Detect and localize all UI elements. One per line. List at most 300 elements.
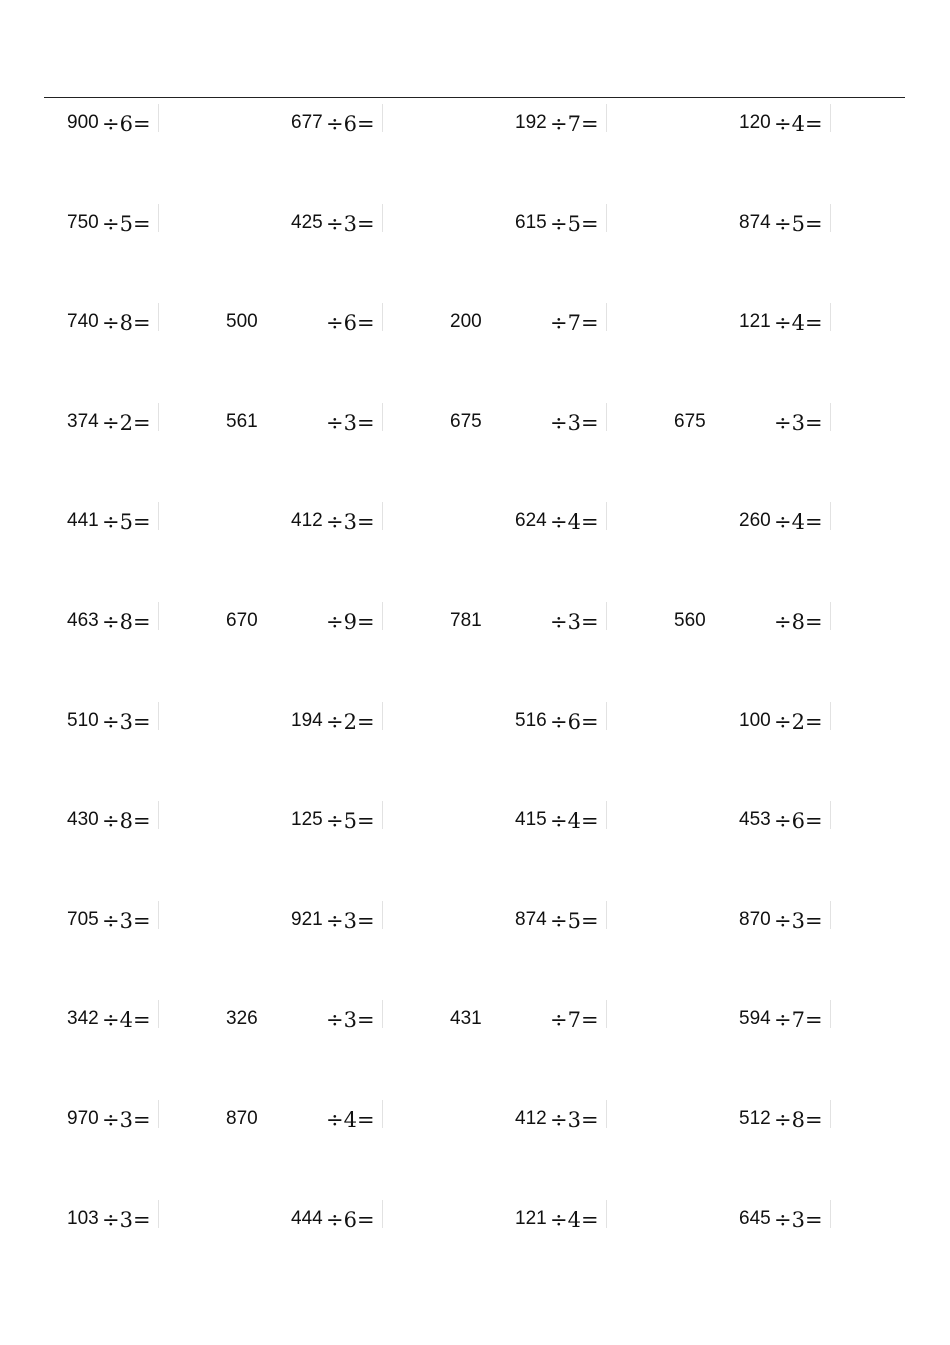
answer-box[interactable] [153, 901, 159, 929]
answer-box[interactable] [601, 303, 607, 331]
divide-sign: ÷ [774, 610, 792, 634]
problem-row [0, 807, 950, 837]
operator-group [774, 510, 823, 534]
divide-sign: ÷ [774, 212, 792, 236]
operator-group [102, 411, 151, 435]
divisor: 4 [343, 1108, 357, 1132]
answer-box[interactable] [377, 303, 383, 331]
dividend: 444 [291, 1208, 323, 1229]
divide-sign: ÷ [550, 909, 568, 933]
divisor: 6 [343, 311, 357, 335]
divisor: 8 [791, 1108, 805, 1132]
division-problem [450, 309, 739, 339]
equals-sign: = [132, 1108, 151, 1132]
equals-sign: = [804, 710, 823, 734]
division-problem [291, 708, 515, 738]
answer-box[interactable] [377, 702, 383, 730]
dividend: 675 [450, 411, 482, 432]
dividend: 615 [515, 212, 547, 233]
divisor: 2 [119, 411, 133, 435]
division-problem [67, 907, 291, 937]
equals-sign: = [132, 710, 151, 734]
equals-sign: = [804, 112, 823, 136]
operator-group [326, 610, 375, 634]
operator-group [102, 909, 151, 933]
dividend: 874 [739, 212, 771, 233]
answer-box[interactable] [153, 403, 159, 431]
problem-row [0, 1106, 950, 1136]
operator-group [102, 311, 151, 335]
division-problem [67, 1206, 291, 1236]
problem-row [0, 1206, 950, 1236]
division-problem [739, 508, 950, 538]
operator-group [550, 909, 599, 933]
divide-sign: ÷ [326, 1208, 344, 1232]
operator-group [326, 809, 375, 833]
answer-box[interactable] [153, 204, 159, 232]
divide-sign: ÷ [326, 1008, 344, 1032]
divide-sign: ÷ [550, 311, 568, 335]
equals-sign: = [804, 1008, 823, 1032]
divisor: 5 [119, 212, 133, 236]
equals-sign: = [580, 311, 599, 335]
operator-group [102, 510, 151, 534]
divisor: 3 [119, 710, 133, 734]
answer-box[interactable] [153, 801, 159, 829]
problem-row [0, 1006, 950, 1036]
divisor: 4 [567, 1208, 581, 1232]
problem-row [0, 907, 950, 937]
division-problem [739, 708, 950, 738]
divisor: 7 [567, 1008, 581, 1032]
answer-box[interactable] [601, 1000, 607, 1028]
operator-group [774, 311, 823, 335]
operator-group [550, 1108, 599, 1132]
dividend: 260 [739, 510, 771, 531]
divide-sign: ÷ [774, 909, 792, 933]
equals-sign: = [580, 1008, 599, 1032]
divide-sign: ÷ [774, 809, 792, 833]
division-problem [450, 1006, 739, 1036]
operator-group [774, 610, 823, 634]
divide-sign: ÷ [326, 311, 344, 335]
answer-box[interactable] [601, 702, 607, 730]
dividend: 970 [67, 1108, 99, 1129]
divisor: 5 [119, 510, 133, 534]
operator-group [326, 212, 375, 236]
answer-box[interactable] [825, 1000, 831, 1028]
answer-box[interactable] [153, 702, 159, 730]
dividend: 500 [226, 311, 258, 332]
divisor: 3 [343, 909, 357, 933]
dividend: 192 [515, 112, 547, 133]
equals-sign: = [804, 610, 823, 634]
divide-sign: ÷ [102, 311, 120, 335]
division-problem [515, 907, 739, 937]
dividend: 561 [226, 411, 258, 432]
answer-box[interactable] [601, 403, 607, 431]
divide-sign: ÷ [326, 610, 344, 634]
answer-box[interactable] [377, 1000, 383, 1028]
dividend: 100 [739, 710, 771, 731]
answer-box[interactable] [153, 502, 159, 530]
division-problem [739, 907, 950, 937]
equals-sign: = [356, 610, 375, 634]
division-problem [674, 409, 950, 439]
operator-group [102, 212, 151, 236]
divisor: 5 [343, 809, 357, 833]
answer-box[interactable] [601, 502, 607, 530]
answer-box[interactable] [601, 801, 607, 829]
equals-sign: = [580, 809, 599, 833]
divide-sign: ÷ [326, 411, 344, 435]
answer-box[interactable] [377, 801, 383, 829]
answer-box[interactable] [825, 1100, 831, 1128]
equals-sign: = [804, 311, 823, 335]
division-problem [67, 508, 291, 538]
dividend: 645 [739, 1208, 771, 1229]
equals-sign: = [356, 112, 375, 136]
divisor: 3 [119, 909, 133, 933]
divisor: 9 [343, 610, 357, 634]
equals-sign: = [580, 1208, 599, 1232]
divide-sign: ÷ [550, 1008, 568, 1032]
dividend: 624 [515, 510, 547, 531]
divisor: 4 [567, 510, 581, 534]
divide-sign: ÷ [102, 610, 120, 634]
answer-box[interactable] [377, 104, 383, 132]
dividend: 200 [450, 311, 482, 332]
answer-box[interactable] [601, 1200, 607, 1228]
divide-sign: ÷ [102, 1208, 120, 1232]
operator-group [774, 710, 823, 734]
divide-sign: ÷ [326, 212, 344, 236]
operator-group [550, 212, 599, 236]
divisor: 3 [567, 411, 581, 435]
dividend: 670 [226, 610, 258, 631]
divisor: 7 [791, 1008, 805, 1032]
dividend: 512 [739, 1108, 771, 1129]
answer-box[interactable] [825, 702, 831, 730]
dividend: 870 [226, 1108, 258, 1129]
equals-sign: = [804, 1208, 823, 1232]
division-problem [739, 1106, 950, 1136]
divide-sign: ÷ [550, 1108, 568, 1132]
answer-box[interactable] [825, 104, 831, 132]
divide-sign: ÷ [102, 809, 120, 833]
divisor: 5 [791, 212, 805, 236]
answer-box[interactable] [377, 1100, 383, 1128]
divisor: 2 [343, 710, 357, 734]
problem-row [0, 608, 950, 638]
dividend: 415 [515, 809, 547, 830]
divisor: 8 [119, 610, 133, 634]
equals-sign: = [580, 610, 599, 634]
divide-sign: ÷ [550, 510, 568, 534]
divide-sign: ÷ [102, 212, 120, 236]
dividend: 121 [515, 1208, 547, 1229]
operator-group [102, 809, 151, 833]
operator-group [550, 1208, 599, 1232]
equals-sign: = [356, 710, 375, 734]
answer-box[interactable] [825, 502, 831, 530]
division-problem [739, 309, 950, 339]
answer-box[interactable] [825, 303, 831, 331]
dividend: 510 [67, 710, 99, 731]
operator-group [550, 510, 599, 534]
equals-sign: = [804, 809, 823, 833]
division-problem [291, 110, 515, 140]
answer-box[interactable] [825, 801, 831, 829]
equals-sign: = [132, 1208, 151, 1232]
dividend: 900 [67, 112, 99, 133]
divide-sign: ÷ [326, 909, 344, 933]
answer-box[interactable] [377, 502, 383, 530]
equals-sign: = [580, 411, 599, 435]
operator-group [550, 1008, 599, 1032]
answer-box[interactable] [377, 1200, 383, 1228]
divisor: 3 [791, 411, 805, 435]
equals-sign: = [580, 710, 599, 734]
problem-row [0, 210, 950, 240]
divisor: 8 [119, 311, 133, 335]
operator-group [102, 1108, 151, 1132]
divide-sign: ÷ [102, 411, 120, 435]
answer-box[interactable] [825, 602, 831, 630]
dividend: 560 [674, 610, 706, 631]
equals-sign: = [356, 909, 375, 933]
division-problem [67, 807, 291, 837]
division-problem [291, 807, 515, 837]
problem-row [0, 110, 950, 140]
divide-sign: ÷ [102, 510, 120, 534]
division-problem [67, 110, 291, 140]
equals-sign: = [580, 212, 599, 236]
divide-sign: ÷ [326, 112, 344, 136]
divide-sign: ÷ [550, 809, 568, 833]
dividend: 412 [515, 1108, 547, 1129]
dividend: 120 [739, 112, 771, 133]
division-problem [739, 210, 950, 240]
dividend: 121 [739, 311, 771, 332]
answer-box[interactable] [153, 303, 159, 331]
dividend: 705 [67, 909, 99, 930]
divide-sign: ÷ [550, 1208, 568, 1232]
problem-row [0, 708, 950, 738]
dividend: 125 [291, 809, 323, 830]
dividend: 194 [291, 710, 323, 731]
equals-sign: = [132, 510, 151, 534]
division-problem [674, 608, 950, 638]
divisor: 3 [343, 510, 357, 534]
divisor: 5 [567, 212, 581, 236]
answer-box[interactable] [825, 204, 831, 232]
equals-sign: = [132, 411, 151, 435]
divisor: 3 [567, 1108, 581, 1132]
dividend: 441 [67, 510, 99, 531]
division-problem [515, 110, 739, 140]
division-problem [291, 1206, 515, 1236]
divide-sign: ÷ [550, 112, 568, 136]
operator-group [102, 1008, 151, 1032]
equals-sign: = [356, 1008, 375, 1032]
operator-group [326, 311, 375, 335]
divide-sign: ÷ [774, 112, 792, 136]
divisor: 3 [119, 1108, 133, 1132]
problem-row [0, 309, 950, 339]
division-problem [515, 210, 739, 240]
equals-sign: = [132, 809, 151, 833]
divisor: 4 [791, 112, 805, 136]
divide-sign: ÷ [774, 710, 792, 734]
divide-sign: ÷ [550, 710, 568, 734]
dividend: 516 [515, 710, 547, 731]
dividend: 374 [67, 411, 99, 432]
divide-sign: ÷ [550, 212, 568, 236]
dividend: 453 [739, 809, 771, 830]
division-problem [515, 508, 739, 538]
dividend: 781 [450, 610, 482, 631]
operator-group [774, 1208, 823, 1232]
dividend: 326 [226, 1008, 258, 1029]
divide-sign: ÷ [774, 1108, 792, 1132]
dividend: 425 [291, 212, 323, 233]
divide-sign: ÷ [774, 510, 792, 534]
divide-sign: ÷ [326, 1108, 344, 1132]
operator-group [550, 809, 599, 833]
answer-box[interactable] [601, 602, 607, 630]
division-problem [739, 1206, 950, 1236]
division-problem [291, 210, 515, 240]
equals-sign: = [804, 411, 823, 435]
division-problem [739, 1006, 950, 1036]
operator-group [102, 710, 151, 734]
divisor: 3 [343, 1008, 357, 1032]
equals-sign: = [132, 610, 151, 634]
operator-group [326, 510, 375, 534]
dividend: 740 [67, 311, 99, 332]
equals-sign: = [804, 1108, 823, 1132]
divide-sign: ÷ [326, 809, 344, 833]
answer-box[interactable] [601, 1100, 607, 1128]
answer-box[interactable] [153, 602, 159, 630]
divisor: 3 [791, 909, 805, 933]
equals-sign: = [804, 510, 823, 534]
operator-group [102, 610, 151, 634]
answer-box[interactable] [825, 1200, 831, 1228]
divisor: 3 [119, 1208, 133, 1232]
divisor: 5 [567, 909, 581, 933]
answer-box[interactable] [153, 104, 159, 132]
operator-group [550, 311, 599, 335]
answer-box[interactable] [601, 204, 607, 232]
dividend: 463 [67, 610, 99, 631]
operator-group [774, 112, 823, 136]
division-problem [515, 807, 739, 837]
answer-box[interactable] [377, 602, 383, 630]
divide-sign: ÷ [102, 1108, 120, 1132]
operator-group [326, 411, 375, 435]
equals-sign: = [356, 1108, 375, 1132]
divisor: 3 [343, 212, 357, 236]
operator-group [102, 112, 151, 136]
operator-group [550, 610, 599, 634]
answer-box[interactable] [153, 1100, 159, 1128]
divisor: 4 [119, 1008, 133, 1032]
equals-sign: = [356, 311, 375, 335]
divide-sign: ÷ [774, 411, 792, 435]
divisor: 2 [791, 710, 805, 734]
problem-row [0, 508, 950, 538]
dividend: 594 [739, 1008, 771, 1029]
equals-sign: = [132, 212, 151, 236]
divide-sign: ÷ [326, 510, 344, 534]
operator-group [774, 909, 823, 933]
divisor: 7 [567, 112, 581, 136]
answer-box[interactable] [377, 204, 383, 232]
equals-sign: = [356, 411, 375, 435]
answer-box[interactable] [377, 901, 383, 929]
equals-sign: = [132, 311, 151, 335]
answer-box[interactable] [825, 901, 831, 929]
division-problem [291, 907, 515, 937]
operator-group [774, 1008, 823, 1032]
operator-group [326, 909, 375, 933]
divide-sign: ÷ [774, 1208, 792, 1232]
answer-box[interactable] [825, 403, 831, 431]
operator-group [102, 1208, 151, 1232]
operator-group [550, 411, 599, 435]
division-problem [226, 1106, 515, 1136]
divide-sign: ÷ [102, 1008, 120, 1032]
answer-box[interactable] [601, 104, 607, 132]
division-problem [291, 508, 515, 538]
division-problem [515, 1206, 739, 1236]
equals-sign: = [132, 112, 151, 136]
answer-box[interactable] [153, 1000, 159, 1028]
operator-group [774, 809, 823, 833]
dividend: 103 [67, 1208, 99, 1229]
divisor: 6 [567, 710, 581, 734]
division-problem [515, 1106, 739, 1136]
answer-box[interactable] [601, 901, 607, 929]
divisor: 4 [791, 510, 805, 534]
divisor: 7 [567, 311, 581, 335]
divide-sign: ÷ [102, 710, 120, 734]
operator-group [326, 112, 375, 136]
equals-sign: = [356, 809, 375, 833]
dividend: 342 [67, 1008, 99, 1029]
divisor: 8 [791, 610, 805, 634]
divisor: 3 [567, 610, 581, 634]
equals-sign: = [356, 1208, 375, 1232]
operator-group [326, 1108, 375, 1132]
division-problem [739, 807, 950, 837]
equals-sign: = [580, 909, 599, 933]
division-problem [515, 708, 739, 738]
division-problem [67, 708, 291, 738]
operator-group [774, 1108, 823, 1132]
division-problem [739, 110, 950, 140]
operator-group [550, 112, 599, 136]
divide-sign: ÷ [102, 112, 120, 136]
dividend: 430 [67, 809, 99, 830]
divide-sign: ÷ [550, 411, 568, 435]
divisor: 6 [343, 1208, 357, 1232]
answer-box[interactable] [377, 403, 383, 431]
operator-group [326, 710, 375, 734]
answer-box[interactable] [153, 1200, 159, 1228]
